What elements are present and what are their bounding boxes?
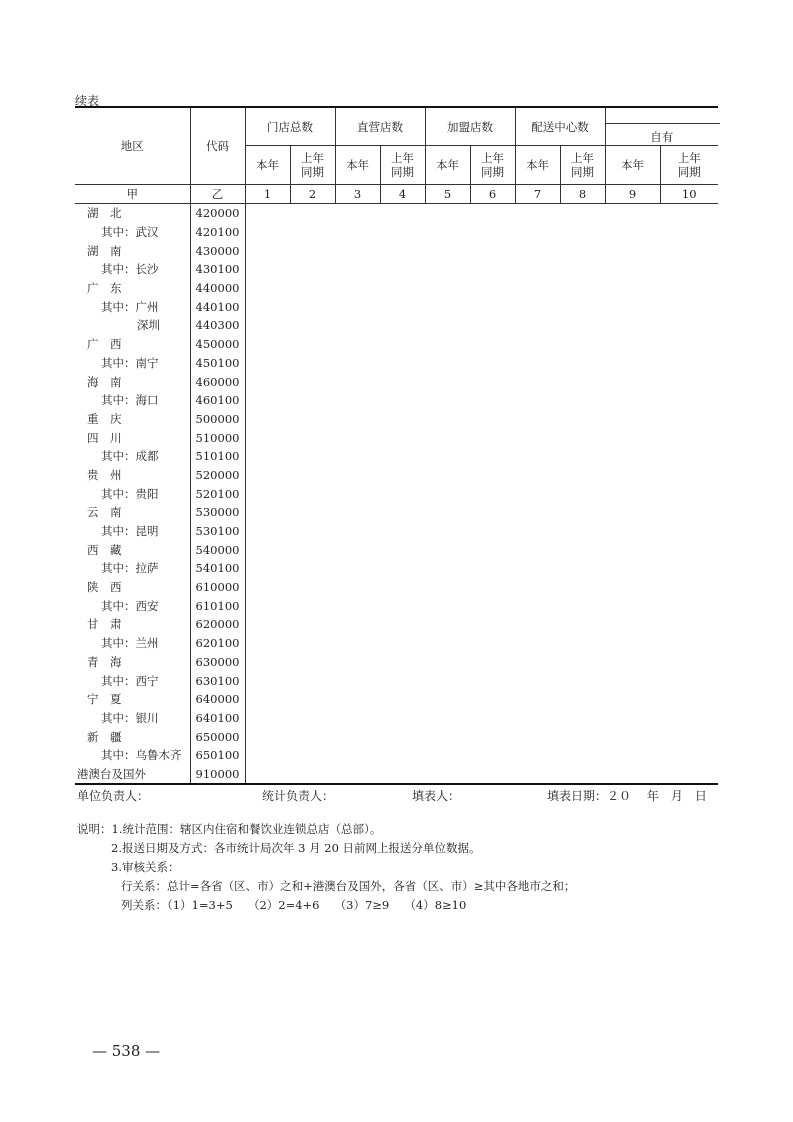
region-code: 430100 [190, 260, 245, 279]
region-code: 650000 [190, 727, 245, 746]
region-name: 其中：广州 [75, 297, 190, 316]
note: 说明：1.统计范围：辖区内住宿和餐饮业连锁总店（总部）。 [77, 822, 382, 836]
region-name: 其中：长沙 [75, 260, 190, 279]
header-last-year [660, 146, 718, 185]
stats-table [75, 106, 718, 785]
table-row [75, 559, 718, 578]
region-name: 其中：成都 [75, 447, 190, 466]
header-last-year [470, 146, 515, 185]
column-index: 乙 [190, 185, 245, 204]
table-row [75, 428, 718, 447]
header-last-year-label: 上年同期 [570, 151, 594, 179]
header-last-year-label: 上年同期 [390, 151, 414, 179]
region-name: 其中：武汉 [75, 223, 190, 242]
data-cells[interactable] [245, 241, 718, 260]
region-name: 其中：西安 [75, 596, 190, 615]
header-last-year-label: 上年同期 [300, 151, 324, 179]
data-cells[interactable] [245, 503, 718, 522]
region-code: 610000 [190, 578, 245, 597]
region-name: 贵 州 [75, 466, 190, 485]
column-index: 1 [245, 185, 290, 204]
column-index: 4 [380, 185, 425, 204]
table-row [75, 316, 718, 335]
region-name: 四 川 [75, 428, 190, 447]
table-row [75, 615, 718, 634]
data-cells[interactable] [245, 223, 718, 242]
header-group: 门店总数 [245, 107, 335, 146]
region-code: 520000 [190, 466, 245, 485]
data-cells[interactable] [245, 634, 718, 653]
header-last-year [380, 146, 425, 185]
region-code: 440000 [190, 279, 245, 298]
region-code: 640000 [190, 690, 245, 709]
data-cells[interactable] [245, 615, 718, 634]
data-cells[interactable] [245, 540, 718, 559]
region-code: 640100 [190, 709, 245, 728]
region-name: 其中：昆明 [75, 522, 190, 541]
region-code: 420000 [190, 204, 245, 223]
region-code: 510000 [190, 428, 245, 447]
fill-date-label: 填表日期：２０ 年 月 日 [547, 789, 707, 803]
table-row [75, 522, 718, 541]
region-code: 460000 [190, 372, 245, 391]
column-index: 甲 [75, 185, 190, 204]
data-cells[interactable] [245, 354, 718, 373]
region-name: 广 东 [75, 279, 190, 298]
data-cells[interactable] [245, 559, 718, 578]
column-index: 5 [425, 185, 470, 204]
region-name: 其中：拉萨 [75, 559, 190, 578]
continued-label: 续表 [75, 94, 100, 108]
table-row [75, 354, 718, 373]
region-name: 广 西 [75, 335, 190, 354]
region-code: 430000 [190, 241, 245, 260]
data-cells[interactable] [245, 428, 718, 447]
region-code: 500000 [190, 410, 245, 429]
data-cells[interactable] [245, 335, 718, 354]
table-row [75, 204, 718, 223]
region-name: 西 藏 [75, 540, 190, 559]
header-this-year: 本年 [605, 146, 660, 185]
data-cells[interactable] [245, 690, 718, 709]
data-cells[interactable] [245, 522, 718, 541]
column-index: 2 [290, 185, 335, 204]
region-code: 450100 [190, 354, 245, 373]
data-cells[interactable] [245, 447, 718, 466]
table-row [75, 391, 718, 410]
table-row [75, 410, 718, 429]
data-cells[interactable] [245, 297, 718, 316]
region-code: 530000 [190, 503, 245, 522]
data-cells[interactable] [245, 466, 718, 485]
region-name: 海 南 [75, 372, 190, 391]
notes [77, 820, 575, 915]
header-this-year: 本年 [515, 146, 560, 185]
region-name: 港澳台及国外 [75, 765, 190, 785]
data-cells[interactable] [245, 279, 718, 298]
header-last-year-label: 上年同期 [677, 151, 701, 179]
region-name: 新 疆 [75, 727, 190, 746]
table-row [75, 765, 718, 785]
table-row [75, 503, 718, 522]
data-cells[interactable] [245, 653, 718, 672]
table-row [75, 297, 718, 316]
filler-label: 填表人： [412, 789, 461, 803]
table-row [75, 596, 718, 615]
data-cells[interactable] [245, 484, 718, 503]
table-row [75, 653, 718, 672]
table-row [75, 484, 718, 503]
region-code: 520100 [190, 484, 245, 503]
region-code: 540000 [190, 540, 245, 559]
unit-head-label: 单位负责人： [77, 789, 150, 803]
region-name: 其中：南宁 [75, 354, 190, 373]
column-index: 6 [470, 185, 515, 204]
data-cells[interactable] [245, 765, 718, 785]
note: 列关系：（1）1=3+5 （2）2=4+6 （3）7≥9 （4）8≥10 [121, 898, 467, 912]
table-row [75, 241, 718, 260]
data-cells[interactable] [245, 578, 718, 597]
region-name: 青 海 [75, 653, 190, 672]
header-last-year [290, 146, 335, 185]
column-index: 8 [560, 185, 605, 204]
data-cells[interactable] [245, 260, 718, 279]
region-code: 910000 [190, 765, 245, 785]
table-row [75, 709, 718, 728]
header-last-year [560, 146, 605, 185]
page-number: — 538 — [92, 1042, 161, 1060]
region-code: 620100 [190, 634, 245, 653]
region-code: 540100 [190, 559, 245, 578]
region-code: 530100 [190, 522, 245, 541]
region-name: 重 庆 [75, 410, 190, 429]
table-row [75, 671, 718, 690]
region-name: 湖 北 [75, 204, 190, 223]
data-cells[interactable] [245, 727, 718, 746]
data-cells[interactable] [245, 596, 718, 615]
region-name: 其中：乌鲁木齐 [75, 746, 190, 765]
table-row [75, 279, 718, 298]
region-name: 其中：海口 [75, 391, 190, 410]
data-cells[interactable] [245, 372, 718, 391]
column-index: 10 [660, 185, 718, 204]
table-row [75, 540, 718, 559]
data-cells[interactable] [245, 671, 718, 690]
table-row [75, 223, 718, 242]
region-name: 其中：兰州 [75, 634, 190, 653]
table-row [75, 727, 718, 746]
header-this-year: 本年 [425, 146, 470, 185]
header-this-year: 本年 [245, 146, 290, 185]
region-name: 湖 南 [75, 241, 190, 260]
region-code: 630100 [190, 671, 245, 690]
data-cells[interactable] [245, 391, 718, 410]
region-code: 440100 [190, 297, 245, 316]
header-code: 代码 [190, 107, 245, 185]
region-code: 620000 [190, 615, 245, 634]
header-this-year: 本年 [335, 146, 380, 185]
region-name: 甘 肃 [75, 615, 190, 634]
table-row [75, 447, 718, 466]
table-row [75, 690, 718, 709]
note: 3.审核关系： [111, 860, 180, 874]
note: 2.报送日期及方式：各市统计局次年 3 月 20 日前网上报送分单位数据。 [111, 841, 481, 855]
note: 行关系：总计=各省（区、市）之和+港澳台及国外，各省（区、市）≥其中各地市之和； [121, 879, 576, 893]
data-cells[interactable] [245, 204, 718, 223]
table-row [75, 634, 718, 653]
region-code: 420100 [190, 223, 245, 242]
region-name: 宁 夏 [75, 690, 190, 709]
column-index: 9 [605, 185, 660, 204]
region-code: 440300 [190, 316, 245, 335]
data-cells[interactable] [245, 316, 718, 335]
data-cells[interactable] [245, 709, 718, 728]
header-last-year-label: 上年同期 [480, 151, 504, 179]
region-name: 云 南 [75, 503, 190, 522]
header-group: 加盟店数 [425, 107, 515, 146]
region-name: 深圳 [75, 316, 190, 335]
header-group: 配送中心数 [515, 107, 605, 146]
column-index: 7 [515, 185, 560, 204]
region-code: 460100 [190, 391, 245, 410]
data-cells[interactable] [245, 410, 718, 429]
region-code: 510100 [190, 447, 245, 466]
table-row [75, 260, 718, 279]
region-name: 其中：贵阳 [75, 484, 190, 503]
region-name: 其中：银川 [75, 709, 190, 728]
table-row [75, 372, 718, 391]
region-name: 其中：西宁 [75, 671, 190, 690]
stat-head-label: 统计负责人： [262, 789, 335, 803]
table-row [75, 746, 718, 765]
region-code: 450000 [190, 335, 245, 354]
region-code: 650100 [190, 746, 245, 765]
table-row [75, 466, 718, 485]
region-code: 610100 [190, 596, 245, 615]
header-sub-group: 自有 [605, 107, 718, 146]
region-name: 陕 西 [75, 578, 190, 597]
header-group: 直营店数 [335, 107, 425, 146]
data-cells[interactable] [245, 746, 718, 765]
table-row [75, 335, 718, 354]
column-index: 3 [335, 185, 380, 204]
header-region: 地区 [75, 107, 190, 185]
region-code: 630000 [190, 653, 245, 672]
table-row [75, 578, 718, 597]
